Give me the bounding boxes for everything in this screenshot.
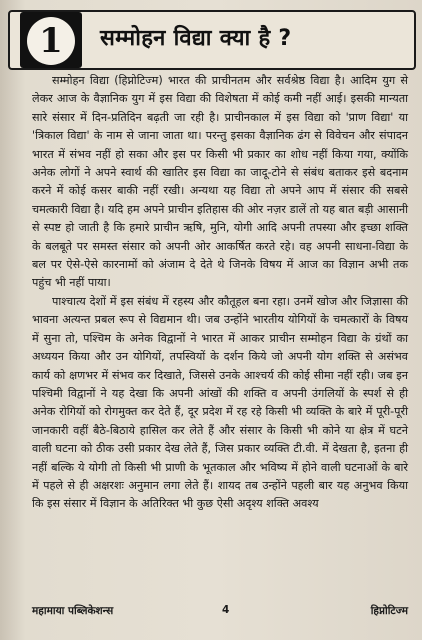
chapter-number-box bbox=[20, 12, 82, 68]
body-text bbox=[32, 72, 408, 592]
chapter-number: 1 bbox=[27, 17, 75, 65]
page-footer bbox=[32, 604, 408, 624]
chapter-header bbox=[8, 10, 416, 70]
paragraph: पाश्चात्य देशों में इस संबंध में रहस्य और कौतूहल बना रहा। उनमें खोज और जिज्ञासा की भावना अत्यन्त प्रबल रूप से विद्यमान थी। जब उन्होंने भारतीय योगियों के चमत्कारों के विषय में सुना तो, पश्चिम के अनेक विद्वानों ने भारत में आकर प्राचीन सम्मोहन विद्या के ग्रंथों का अध्ययन किया और उन योगियों, तपस्वियों के दर्शन किये जो अपनी योग शक्ति से असंभव कार्य को क्षणभर में संभव कर दिखाते, जिससे उनके आश्चर्य की कोई सीमा नहीं रही। जब इन पश्चिमी विद्वानों ने यह देखा कि अपनी आंखों की शक्ति व अपनी उंगलियों के स्पर्श से ही अनेक रोगियों को रोगमुक्त कर देते हैं, दूर प्रदेश में रह रहे किसी भी व्यक्ति के बारे में पूरी-पूरी जानकारी वहीं बैठे-बिठाये हासिल कर लेते हैं और संसार के किसी भी कोने या क्षेत्र में घटने वाली घटना को ठीक उसी प्रकार देख लेते हैं, जिस प्रकार व्यक्ति टी.वी. में देखता है, इतना ही नहीं बल्कि ये योगी तो किसी भी प्राणी के भूतकाल और भविष्य में होने वाली घटनाओं के बारे में पहले से ही अक्षरशः अनुमान लगा लेते हैं। शायद तब उन्होंने पहली बार यह अनुभव किया कि इस संसार में विज्ञान के अतिरिक्त भी कुछ ऐसी अदृश्य शक्ति अवश्य bbox=[32, 294, 408, 511]
page-number: 4 bbox=[222, 604, 230, 616]
book-title: हिप्नोटिज्म bbox=[370, 605, 408, 617]
publisher-name: महामाया पब्लिकेशन्स bbox=[32, 605, 114, 617]
chapter-title: सम्मोहन विद्या क्या है ? bbox=[100, 26, 292, 51]
paragraph: सम्मोहन विद्या (हिप्नोटिज्म) भारत की प्राचीनतम और सर्वश्रेष्ठ विद्या है। आदिम युग से लेकर आज के वैज्ञानिक युग में इस विद्या की विशेषता में कोई कमी नहीं आई। इसकी मान्यता सारे संसार में दिन-प्रतिदिन बढ़ती जा रही है। प्राचीनकाल में इस विद्या को 'प्राण विद्या' या 'त्रिकाल विद्या' के नाम से जाना जाता था। परन्तु इसका वैज्ञानिक ढंग से विवेचन और संपादन भारत में संभव नहीं हो सका और इस पर किसी भी प्रकार का शोध नहीं किया गया, क्योंकि अनेक लोगों ने अपने स्वार्थ की खातिर इस विद्या का जादू-टोने से संबंध बताकर इसे बदनाम करने में कोई कसर बाकी नहीं रखी। अन्यथा यह विद्या तो अपने आप में संसार की सबसे चमत्कारी विद्या है। यदि हम अपने प्राचीन इतिहास की ओर नज़र डालें तो यह बात बड़ी आसानी से स्पष्ट हो जाती है कि हमारे प्राचीन ऋषि, मुनि, योगी आदि अपनी तपस्या और इच्छा शक्ति के बलबूते पर समस्त संसार को अपनी ओर आकर्षित करते रहे। वह अपनी साधना-विद्या के बल पर ऐसे-ऐसे कारनामों को अंजाम दे देते थे जिनके विषय में आज का विज्ञान अभी तक पहुंच भी नहीं पाया। bbox=[32, 74, 408, 290]
